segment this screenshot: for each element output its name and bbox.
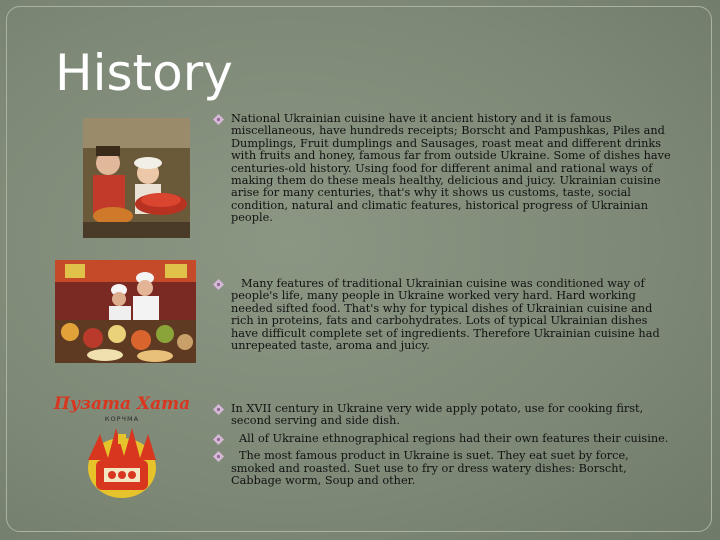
logo-subtitle-text: КОРЧМА bbox=[104, 415, 140, 423]
bullet-item bbox=[213, 278, 673, 352]
bullet-item bbox=[213, 433, 673, 445]
bullet-text: The most famous product in Ukraine is suet. They eat suet by force, smoked and roasted. Suet use to fry or dress watery dishes: Borscht, Cabbage worm, Soup and other. bbox=[231, 449, 629, 488]
bullet-group-3 bbox=[213, 403, 673, 492]
diamond-bullet-icon bbox=[213, 451, 224, 462]
logo-title-text: Пузата Хата bbox=[53, 394, 191, 414]
diamond-bullet-icon bbox=[213, 114, 224, 125]
photo-chefs-food bbox=[55, 260, 196, 363]
diamond-bullet-icon bbox=[213, 404, 224, 415]
bullet-text: All of Ukraine ethnographical regions had their own features their cuisine. bbox=[239, 431, 669, 445]
photo-children-costume bbox=[83, 118, 190, 238]
bullet-text: Many features of traditional Ukrainian cuisine was conditioned way of people's life, many people in Ukraine worked very hard. Hard working needed sifted food. That's why for typical dishes of Ukrainian cuisine and rich in proteins, fats and carbohydrates. Lots of typical Ukrainian dishes have difficult complete set of ingredients. Therefore Ukrainian cuisine had unrepeated taste, aroma and juicy. bbox=[231, 277, 660, 353]
bullet-text: National Ukrainian cuisine have it ancient history and it is famous miscellaneous, have hundreds receipts; Borscht and Pampushkas, Piles and Dumplings, Fruit dumplings and Sausages, roast meat and different drinks with fruits and honey, famous far from outside Ukraine. Some of dishes have centuries-old history. Using food for different animal and rational ways of making them do these meals healthy, delicious and juicy. Ukrainian cuisine arise for many centuries, that's why it shows us customs, taste, social condition, natural and climatic features, historical progress of Ukrainian people. bbox=[231, 112, 671, 225]
bullet-group-1 bbox=[213, 113, 673, 225]
bullet-text: In XVII century in Ukraine very wide apply potato, use for cooking first, second serving and side dish. bbox=[231, 402, 644, 428]
logo-puzata-khata bbox=[50, 390, 195, 500]
slide-title: History bbox=[55, 44, 233, 102]
diamond-bullet-icon bbox=[213, 434, 224, 445]
diamond-bullet-icon bbox=[213, 279, 224, 290]
bullet-item bbox=[213, 450, 673, 487]
bullet-group-2 bbox=[213, 278, 673, 352]
bullet-item bbox=[213, 113, 673, 225]
bullet-item bbox=[213, 403, 673, 428]
